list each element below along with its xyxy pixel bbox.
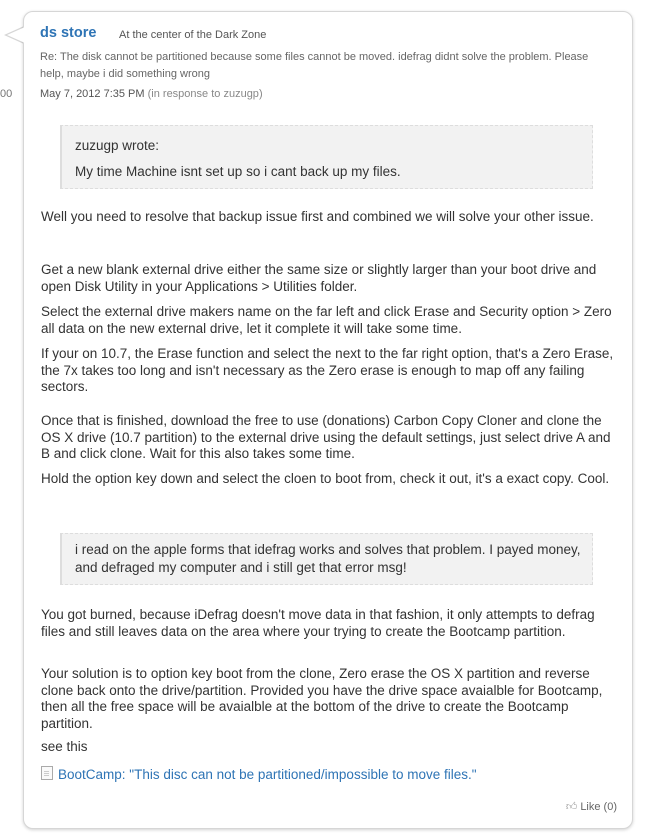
post-paragraph: Select the external drive makers name on the far left and click Erase and Security option > Zero all data on the new external drive, let it complete it will take some time. [41,304,612,336]
post-paragraph: Your solution is to option key boot from the clone, Zero erase the OS X partition and reverse clone back onto the drive/partition. Provided you have the drive space avaialble for Bootcamp, then all the free space will be avaialble at the bottom of the drive to create the Bootcamp partition. [41,666,603,731]
thumbs-up-icon: 👍︎ [565,801,578,813]
document-icon [41,766,53,780]
link-text[interactable]: BootCamp: "This disc can not be partitioned/impossible to move files." [58,767,477,782]
response-suffix: ) [258,88,263,100]
like-label[interactable]: Like (0) [580,801,617,813]
response-to-link[interactable]: zuzugp [223,88,259,100]
author-link[interactable]: ds store [40,25,97,41]
post-paragraph: You got burned, because iDefrag doesn't move data in that fashion, it only attempts to defrag files and still leaves data on the area where your trying to create the Bootcamp partition. [41,607,595,639]
quote-body: i read on the apple forms that idefrag works and solves that problem. I payed money, and defraged my computer and i still get that error msg! [75,542,581,575]
post-date: May 7, 2012 7:35 PM [40,88,145,100]
author-location: At the center of the Dark Zone [119,29,267,41]
post-paragraph: Once that is finished, download the free to use (donations) Carbon Copy Cloner and clone the OS X drive (10.7 partition) to the external drive using the default settings, just select drive A and B and click clone. Wait for this also takes some time. [41,413,611,461]
quote-header: zuzugp wrote: [75,138,160,153]
in-response-to [148,88,263,100]
response-prefix: (in response to [147,88,224,100]
speech-bubble-tail-fill [7,27,25,43]
bootcamp-thread-link[interactable] [41,766,477,782]
post-paragraph: Get a new blank external drive either the same size or slightly larger than your boot drive and open Disk Utility in your Applications > Utilities folder. [41,262,597,294]
reply-post-card [23,11,633,829]
quote-body: My time Machine isnt set up so i cant back up my files. [75,164,401,179]
post-paragraph: see this [41,739,88,754]
post-subject: Re: The disk cannot be partitioned because some files cannot be moved. idefrag didnt solve the problem. Please help, maybe i did something wrong [40,51,589,80]
like-button[interactable] [566,800,617,813]
post-paragraph: Well you need to resolve that backup issue first and combined we will solve your other issue. [41,209,594,224]
truncated-reply-count: 00 [0,88,13,100]
quote-block [60,533,593,585]
post-date-line [40,88,263,100]
quote-block [60,125,593,189]
post-paragraph: Hold the option key down and select the cloen to boot from, check it out, it's a exact copy. Cool. [41,471,610,486]
post-paragraph: If your on 10.7, the Erase function and select the next to the far right option, that's a Zero Erase, the 7x takes too long and isn't necessary as the Zero erase is enough to map off any failing sectors. [41,346,614,394]
